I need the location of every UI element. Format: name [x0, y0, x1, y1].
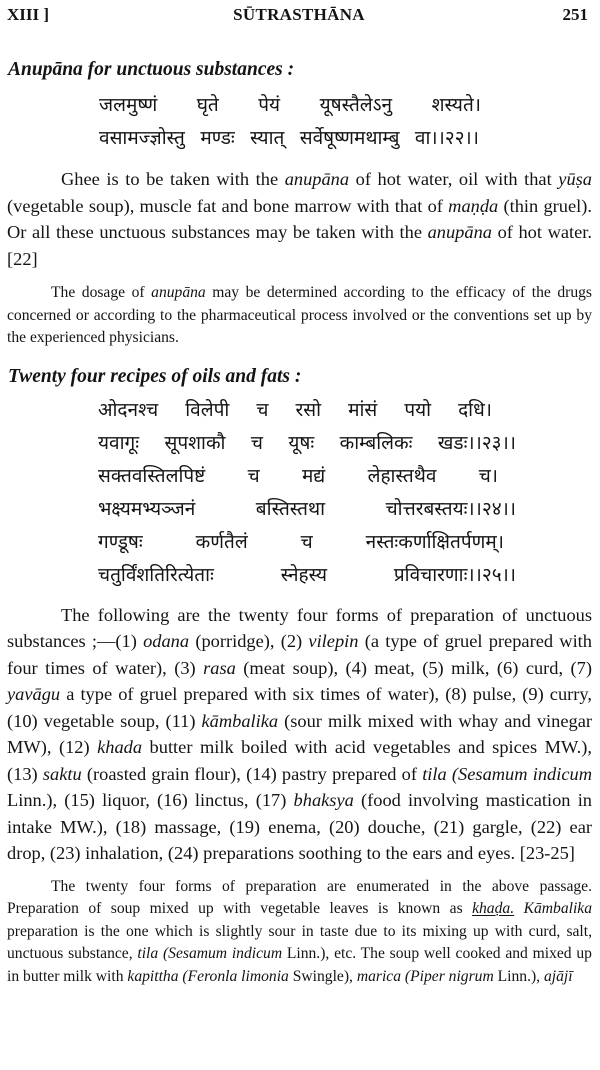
verse-word: मद्यं: [301, 464, 326, 487]
verse-word: रसो: [295, 398, 322, 421]
verse-word: सूपशाकौ: [164, 431, 226, 454]
verse-word: घृते: [196, 94, 219, 116]
verse-word: वा।।२२।।: [414, 127, 479, 149]
verse-word: च: [256, 398, 269, 421]
section-heading-anupana: Anupāna for unctuous substances :: [8, 59, 295, 80]
verse-word: कर्णतैलं: [195, 530, 248, 553]
sanskrit-verse-23-25: [6, 394, 592, 592]
verse-line: [98, 493, 516, 526]
verse-word: यवागूः: [98, 431, 140, 454]
verse-word: भक्ष्यमभ्यञ्जनं: [98, 497, 196, 520]
commentary-paragraph-22: The dosage of anupāna may be determined according to the efficacy of the drugs concerned or according to the pharmaceutical process involved or the conventions set up by the experienced physicians.: [7, 284, 592, 346]
verse-line: [98, 427, 516, 460]
running-head: [6, 5, 592, 31]
translation-paragraph-22: Ghee is to be taken with the anupāna of hot water, oil with that yūṣa (vegetable soup), muscle fat and bone marrow with that of maṇḍa (thin gruel). Or all these unctuous substances may be taken with the anupāna of hot water. [22]: [7, 169, 592, 269]
verse-word: दधि।: [458, 398, 492, 421]
verse-word: खडः।।२३।।: [437, 431, 516, 454]
verse-word: नस्तःकर्णाक्षितर्पणम्।: [365, 530, 504, 553]
verse-word: मण्डः: [200, 127, 235, 149]
verse-word: पयो: [404, 398, 432, 421]
verse-word: च: [300, 530, 313, 553]
verse-word: बस्तिस्तथा: [255, 497, 326, 520]
verse-word: गण्डूषः: [98, 530, 143, 553]
verse-line: [98, 526, 504, 559]
verse-word: सक्तवस्तिलपिष्टं: [98, 464, 206, 487]
verse-word: चोत्तरबस्तयः।।२४।।: [385, 497, 516, 520]
verse-line: [98, 394, 492, 427]
verse-word: चतुर्विंशतिरित्येताः: [98, 563, 214, 586]
verse-word: प्रविचारणाः।।२५।।: [393, 563, 516, 586]
verse-word: यूषः: [288, 431, 315, 454]
verse-word: विलेपी: [185, 398, 230, 421]
chapter-number: XIII ]: [7, 5, 50, 24]
verse-word: च।: [478, 464, 498, 487]
verse-line: [98, 460, 498, 493]
verse-word: लेहास्तथैव: [367, 464, 437, 487]
sanskrit-verse-22: [6, 89, 592, 155]
verse-line: [98, 559, 516, 592]
section-title: SŪTRASTHĀNA: [233, 5, 365, 24]
verse-word: मांसं: [348, 398, 378, 421]
verse-word: वसामज्ज्ञोस्तु: [99, 127, 185, 149]
verse-line: [99, 89, 481, 122]
verse-word: च: [250, 431, 263, 454]
verse-word: स्नेहस्य: [280, 563, 328, 586]
commentary-paragraph-23-25: The twenty four forms of preparation are enumerated in the above passage. Preparation of soup mixed up with vegetable leaves is known as khaḍa. Kāmbalika preparation is the one which is slightly sour in taste due to its mixing up with curd, salt, unctuous substance, tila (Sesamum indicum Linn.), etc. The soup well cooked and mixed up in butter milk with kapittha (Feronla limonia Swingle), marica (Piper nigrum Linn.), ajājī: [7, 877, 592, 985]
verse-word: च: [247, 464, 260, 487]
translation-paragraph-23-25: The following are the twenty four forms of preparation of unctuous substances ;—(1) odana (porridge), (2) vilepin (a type of gruel prepared with four times of water), (3) rasa (meat soup), (4) meat, (5) milk, (6) curd, (7) yavāgu a type of gruel prepared with six times of water), (8) pulse, (9) curry, (10) vegetable soup, (11) kāmbalika (sour milk mixed with whay and vinegar MW), (12) khada butter milk boiled with acid vegetables and spices MW.), (13) saktu (roasted grain flour), (14) pastry prepared of tila (Sesamum indicum Linn.), (15) liquor, (16) linctus, (17) bhaksya (food involving mastication in intake MW.), (18) massage, (19) enema, (20) douche, (21) gargle, (22) ear drop, (23) inhalation, (24) preparations soothing to the ears and eyes. [23-25]: [7, 604, 592, 863]
page-number: 251: [562, 5, 588, 24]
section-heading-recipes: Twenty four recipes of oils and fats :: [8, 365, 302, 387]
verse-word: ओदनश्च: [98, 398, 159, 421]
verse-word: पेयं: [258, 94, 281, 116]
verse-word: काम्बलिकः: [339, 431, 413, 454]
verse-word: जलमुष्णं: [99, 94, 158, 116]
verse-word: सर्वेषूष्णमथाम्बु: [299, 127, 400, 149]
verse-line: [99, 122, 479, 155]
verse-word: यूषस्तैलेऽनु: [319, 94, 393, 116]
verse-word: स्यात्: [250, 127, 285, 149]
verse-word: शस्यते।: [431, 94, 481, 116]
